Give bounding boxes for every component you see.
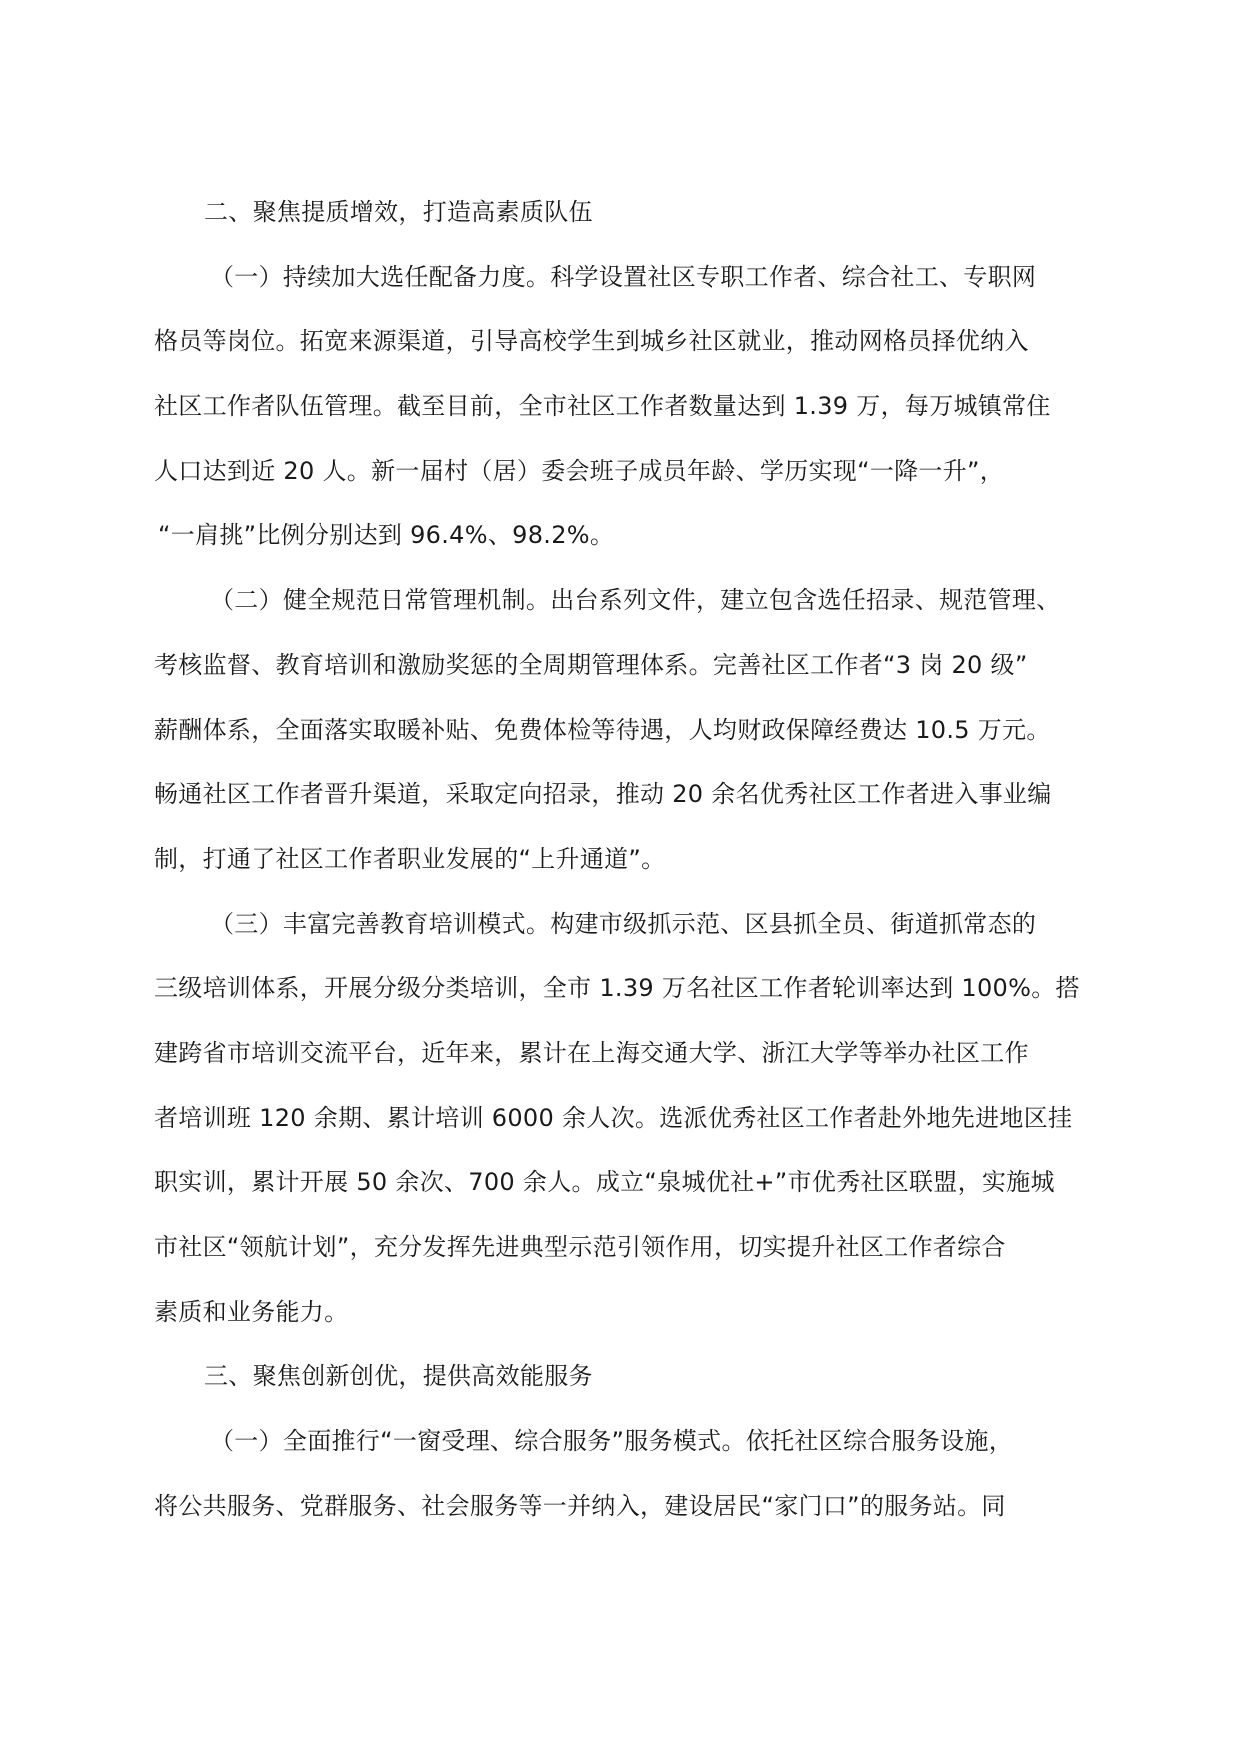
paragraph-line: 格员等岗位。拓宽来源渠道，引导高校学生到城乡社区就业，推动网格员择优纳入 <box>154 327 1029 356</box>
paragraph-line: 将公共服务、党群服务、社会服务等一并纳入，建设居民“家门口”的服务站。同 <box>154 1491 1006 1520</box>
paragraph-line: 畅通社区工作者晋升渠道，采取定向招录，推动 20 余名优秀社区工作者进入事业编 <box>154 780 1052 809</box>
paragraph-line: 考核监督、教育培训和激励奖惩的全周期管理体系。完善社区工作者“3 岗 20 级” <box>154 650 1028 679</box>
paragraph-line: 职实训，累计开展 50 余次、700 余人。成立“泉城优社+”市优秀社区联盟，实施城 <box>154 1168 1055 1197</box>
paragraph-line: 社区工作者队伍管理。截至目前，全市社区工作者数量达到 1.39 万，每万城镇常住 <box>154 392 1051 421</box>
section-heading-2: 二、聚焦提质增效，打造高素质队伍 <box>204 198 593 226</box>
paragraph-line: 人口达到近 20 人。新一届村（居）委会班子成员年龄、学历实现“一降一升”， <box>154 456 1005 485</box>
paragraph-line: （一）持续加大选任配备力度。科学设置社区专职工作者、综合社工、专职网 <box>210 262 1037 291</box>
paragraph-line: 建跨省市培训交流平台，近年来，累计在上海交通大学、浙江大学等举办社区工作 <box>154 1038 1029 1067</box>
section-heading-3: 三、聚焦创新创优，提供高效能服务 <box>204 1362 593 1391</box>
document-body <box>154 180 1084 1538</box>
paragraph-line: 三级培训体系，开展分级分类培训，全市 1.39 万名社区工作者轮训率达到 100%。搭 <box>154 974 1080 1003</box>
paragraph-line: （三）丰富完善教育培训模式。构建市级抓示范、区县抓全员、街道抓常态的 <box>210 909 1037 938</box>
paragraph-line: 市社区“领航计划”，充分发挥先进典型示范引领作用，切实提升社区工作者综合 <box>154 1233 1006 1261</box>
paragraph-line: “一肩挑”比例分别达到 96.4%、98.2%。 <box>158 521 615 550</box>
paragraph-line: 者培训班 120 余期、累计培训 6000 余人次。选派优秀社区工作者赴外地先进地区挂 <box>154 1103 1073 1132</box>
paragraph-line: （二）健全规范日常管理机制。出台系列文件，建立包含选任招录、规范管理、 <box>210 586 1061 615</box>
paragraph-line: 薪酬体系，全面落实取暖补贴、免费体检等待遇，人均财政保障经费达 10.5 万元。 <box>154 715 1051 744</box>
paragraph-line: （一）全面推行“一窗受理、综合服务”服务模式。依托社区综合服务设施， <box>210 1427 1014 1456</box>
paragraph-line: 制，打通了社区工作者职业发展的“上升通道”。 <box>154 844 666 873</box>
paragraph-line: 素质和业务能力。 <box>154 1297 349 1326</box>
